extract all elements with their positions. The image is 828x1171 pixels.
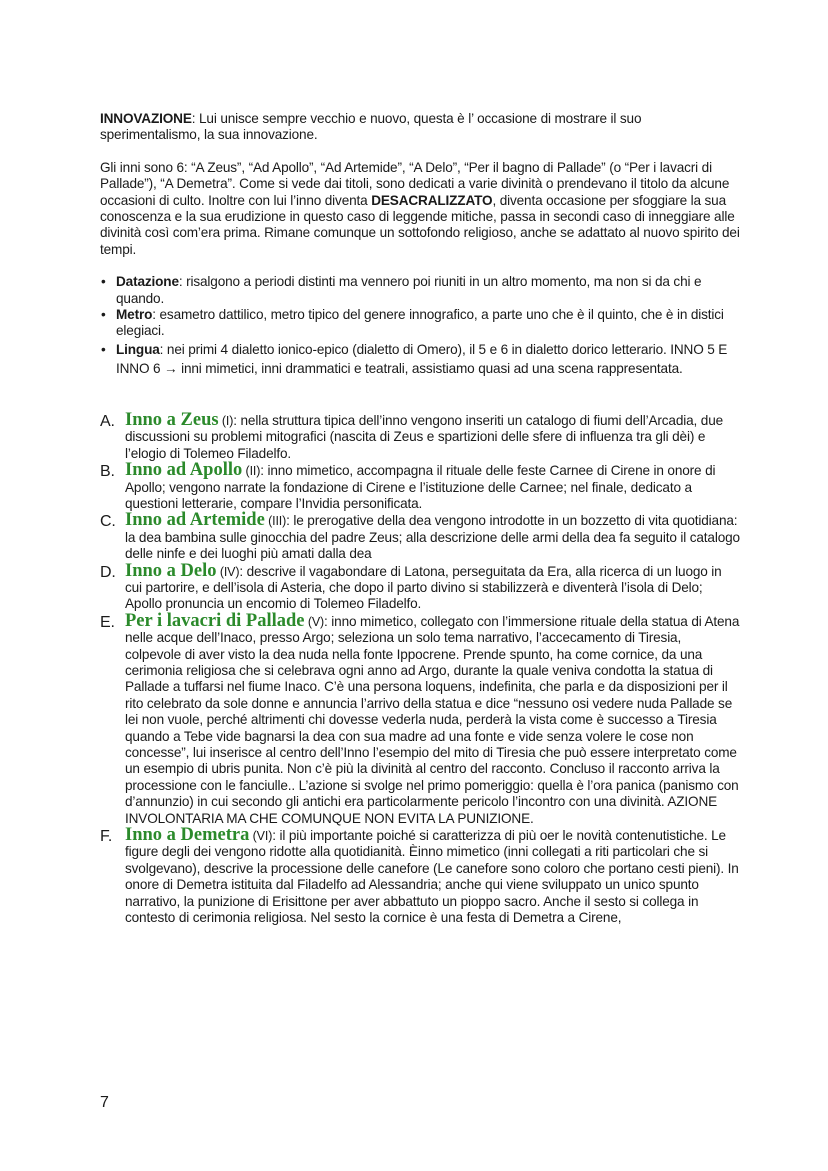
innovazione-label: INNOVAZIONE <box>100 111 192 126</box>
hymn-number: (V) <box>304 614 325 629</box>
hymn-text: : descrive il vagabondare di Latona, perseguitata da Era, alla ricerca di un luogo in cui partorire, e dell’isola di Asteria, che dopo il parto divino si stabilizzerà e diventerà l’isola di Delo; Apollo pronuncia un encomio di Tolemeo Filadelfo. <box>125 563 722 612</box>
hymn-item <box>100 512 740 562</box>
hymn-title: Inno a Delo <box>125 560 217 581</box>
hymn-number: (II) <box>242 464 261 479</box>
hymn-number: (III) <box>264 514 287 529</box>
hymn-title: Inno a Zeus <box>125 409 219 430</box>
hymn-letter: A. <box>100 412 115 430</box>
bullet-list <box>100 274 740 378</box>
innovazione-paragraph <box>100 111 740 144</box>
hymn-letter: B. <box>100 463 115 481</box>
hymn-title: Inno ad Artemide <box>125 510 265 531</box>
inni-text-1: Gli inni sono 6: “A Zeus”, “Ad Apollo”, “Ad Artemide”, “A Delo”, “Per il bagno di Pallade” (o “Per i lavacri di Pallade”), “A Demetra”. Come si vede dai titoli, sono dedicati a varie divinità o prendevano il titolo da alcune occasioni di culto. Inoltre con lui l’inno diventa <box>100 159 730 208</box>
hymn-item <box>100 462 740 512</box>
hymn-item <box>100 610 740 827</box>
bullet-label: Datazione <box>116 274 179 290</box>
hymn-number: (VI) <box>249 829 273 844</box>
hymn-number: (I) <box>218 413 234 428</box>
bullet-label: Lingua <box>116 341 160 357</box>
hymn-text: : inno mimetico, collegato con l’immersione rituale della statua di Atena nelle acque dell’Inaco, presso Argo; seleziona un solo tema narrativo, l’accecamento di Tiresia, colpevole di aver visto la dea nuda nella fonte Ippocrene. Prende spunto, ha come cornice, da una cerimonia religiosa che si celebrava ogni anno ad Argo, durante la quale veniva condotta la statua di Pallade a tuffarsi nel fiume Inaco. C’è una persona loquens, indefinita, che parla e da disposizioni per il rito celebrato da sole donne e annuncia l’arrivo della statua e dice “nessuno osi vedere nuda Pallade se lei non vuole, perché altrimenti chi dovesse vederla nuda, perderà la vista come è successo a Tiresia quando a Tebe vide bagnarsi la dea con sua madre ad una fonte e vide senza volere le cose non concesse”, lui inserisce al centro dell’Inno l’esempio del mito di Tiresia che può essere interpretato come un esempio di ubris punita. Non c’è più la divinità al centro del racconto. Concluso il racconto arriva la processione con le fanciulle.. L’azione si svolge nel primo pomeriggio: quella è l’ora panica (panismo con d’annunzio) in cui secondo gli antichi era particolarmente pericolo l’incontro con una divinità. AZIONE INVOLONTARIA MA CHE COMUNQUE NON EVITA LA PUNIZIONE. <box>125 613 740 826</box>
hymn-title: Per i lavacri di Pallade <box>125 610 305 631</box>
bullet-item <box>100 340 740 378</box>
bullet-text: : nei primi 4 dialetto ionico-epico (dialetto di Omero), il 5 e 6 in dialetto dorico letterario. INNO 5 E INNO 6 → inni mimetici, inni drammatici e teatrali, assistiamo quasi ad una scena rappresentata. <box>116 341 728 376</box>
hymn-text: : nella struttura tipica dell’inno vengono inseriti un catalogo di fiumi dell’Arcadia, due discussioni su problemi mitografici (nascita di Zeus e spartizioni delle sfere di influenza tra gli dèi) e l’elogio di Tolemeo Filadelfo. <box>125 412 724 461</box>
inni-text-2: , diventa occasione per sfoggiare la sua conoscenza e la sua erudizione in questo caso di leggende mitiche, passa in secondi caso di inneggiare alle divinità così com’era prima. Rimane comunque un sottofondo religioso, anche se adattato al nuovo spirito dei tempi. <box>100 192 740 257</box>
hymn-item <box>100 409 740 462</box>
hymn-letter: F. <box>100 828 113 846</box>
hymn-text: : inno mimetico, accompagna il rituale delle feste Carnee di Cirene in onore di Apollo; vengono narrate la fondazione di Cirene e l’istituzione delle Carnee; nel finale, dedicato a questioni letterarie, compare l’Invidia personificata. <box>125 463 716 511</box>
hymn-list <box>100 409 740 927</box>
hymn-letter: D. <box>100 563 116 581</box>
hymn-text: : il più importante poiché si caratterizza di più oer le novità contenutistiche. Le figure degli dei vengono ridotte alla quotidianità. Èinno mimetico (inni collegati a riti particolari che si svolgevano), descrive la processione delle canefore (Le canefore sono coloro che portano cesti pieni). In onore di Demetra istituita dal Filadelfo ad Alessandria; anche qui viene sviluppato un unico spunto narrativo, la punizione di Erisittone per aver abbattuto un pioppo sacro. Anche il sesto si collega in contesto di cerimonia religiosa. Nel sesto la cornice è una festa di Demetra a Cirene, <box>125 828 739 926</box>
document-page <box>100 111 740 926</box>
hymn-text: : le prerogative della dea vengono introdotte in un bozzetto di vita quotidiana: la dea bambina sulle ginocchia del padre Zeus; alla descrizione delle armi della dea fa seguito il catalogo delle ninfe e dei luoghi più amati dalla dea <box>125 513 740 562</box>
page-number: 7 <box>100 1094 109 1111</box>
inni-paragraph <box>100 160 740 258</box>
innovazione-text: : Lui unisce sempre vecchio e nuovo, questa è l’ occasione di mostrare il suo sperimentalismo, la sua innovazione. <box>100 111 642 143</box>
hymn-number: (IV) <box>216 564 240 579</box>
bullet-text: : esametro dattilico, metro tipico del genere innografico, a parte uno che è il quinto, che è in distici elegiaci. <box>116 307 724 339</box>
hymn-letter: E. <box>100 613 115 631</box>
bullet-label: Metro <box>116 307 153 323</box>
hymn-title: Inno a Demetra <box>125 825 250 846</box>
bullet-text: : risalgono a periodi distinti ma vennero poi riuniti in un altro momento, ma non si da chi e quando. <box>116 274 702 306</box>
hymn-item <box>100 560 740 613</box>
hymn-item <box>100 827 740 926</box>
bullet-item <box>100 307 740 340</box>
hymn-letter: C. <box>100 513 116 531</box>
desacralizzato-label: DESACRALIZZATO <box>371 192 493 208</box>
hymn-title: Inno ad Apollo <box>125 460 243 481</box>
bullet-item <box>100 274 740 307</box>
